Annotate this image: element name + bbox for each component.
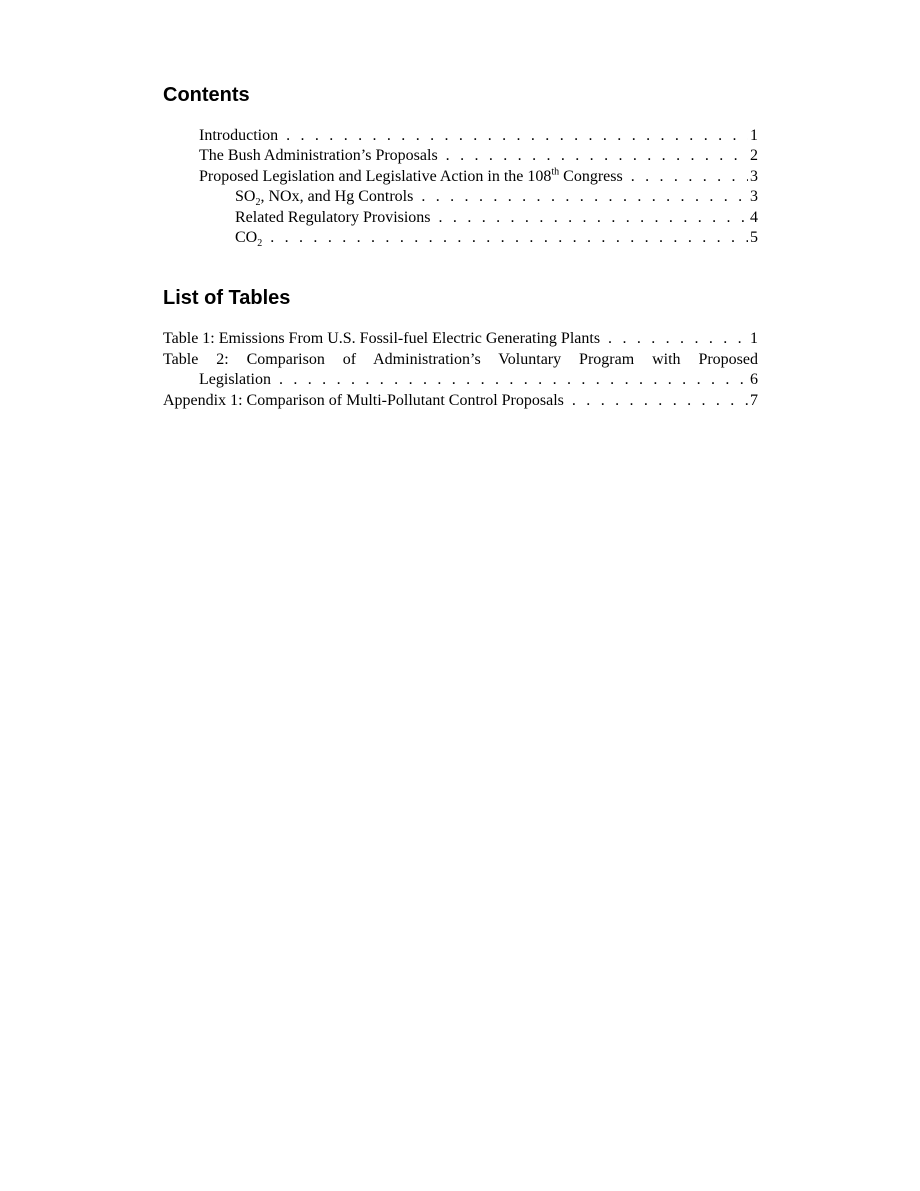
dot-leader — [446, 146, 748, 166]
toc-entry-title: Related Regulatory Provisions — [235, 208, 431, 226]
toc-entry-bush-administration-proposals[interactable] — [163, 146, 758, 166]
toc-entry-title-line2: Legislation — [199, 371, 271, 389]
dot-leader — [286, 126, 748, 146]
subscript: 2 — [255, 197, 261, 209]
toc-entry-title — [235, 228, 270, 248]
toc-entry-title: Appendix 1: Comparison of Multi-Pollutant Control Proposals — [163, 391, 564, 409]
title-text-cont: , NOx, and Hg Controls — [260, 188, 414, 206]
dot-leader — [631, 167, 748, 187]
toc-entry-proposed-legislation[interactable] — [163, 167, 758, 187]
toc-entry-page: 6 — [750, 371, 758, 389]
toc-entry-appendix-1[interactable] — [163, 391, 758, 411]
toc-entry-co2[interactable] — [163, 228, 758, 248]
toc-entry-related-regulatory-provisions[interactable] — [163, 208, 758, 228]
title-text: CO — [235, 229, 258, 247]
toc-entry-page: 2 — [750, 147, 758, 165]
toc-entry-introduction[interactable] — [163, 126, 758, 146]
list-of-tables-heading: List of Tables — [163, 287, 291, 310]
superscript: th — [551, 166, 560, 178]
toc-entry-so2-nox-hg-controls[interactable] — [163, 187, 758, 207]
toc-entry-page: 1 — [750, 127, 758, 144]
toc-entry-page: 5 — [750, 229, 758, 247]
title-text: SO — [235, 188, 256, 206]
title-text-cont: Congress — [559, 167, 623, 185]
dot-leader — [572, 391, 748, 411]
tables-list — [163, 329, 758, 411]
toc-entry-continuation — [163, 370, 758, 390]
subscript: 2 — [257, 238, 263, 250]
contents-heading: Contents — [163, 84, 250, 106]
toc-entry-title-line1: Table 2: Comparison of Administration’s Voluntary Program with Proposed — [163, 350, 758, 368]
toc-entry-page: 3 — [750, 188, 758, 206]
toc-entry-page: 4 — [750, 208, 758, 226]
toc-entry-table-1[interactable] — [163, 329, 758, 349]
title-text: Proposed Legislation and Legislative Action in the 108 — [199, 167, 552, 185]
toc-entry-title — [199, 167, 631, 187]
contents-list — [163, 126, 758, 248]
dot-leader — [279, 370, 748, 390]
dot-leader — [270, 228, 748, 248]
toc-entry-title — [235, 187, 421, 207]
dot-leader — [439, 208, 748, 228]
dot-leader — [421, 187, 748, 207]
toc-entry-page: 1 — [750, 330, 758, 348]
dot-leader — [608, 329, 748, 349]
toc-entry-title: Table 1: Emissions From U.S. Fossil-fuel Electric Generating Plants — [163, 330, 601, 348]
toc-entry-page: 7 — [750, 391, 758, 409]
toc-entry-title: Introduction — [199, 127, 279, 144]
toc-entry-table-2[interactable] — [163, 350, 758, 391]
toc-entry-title: The Bush Administration’s Proposals — [199, 147, 438, 165]
toc-entry-page: 3 — [750, 167, 758, 185]
document-page — [163, 0, 758, 411]
